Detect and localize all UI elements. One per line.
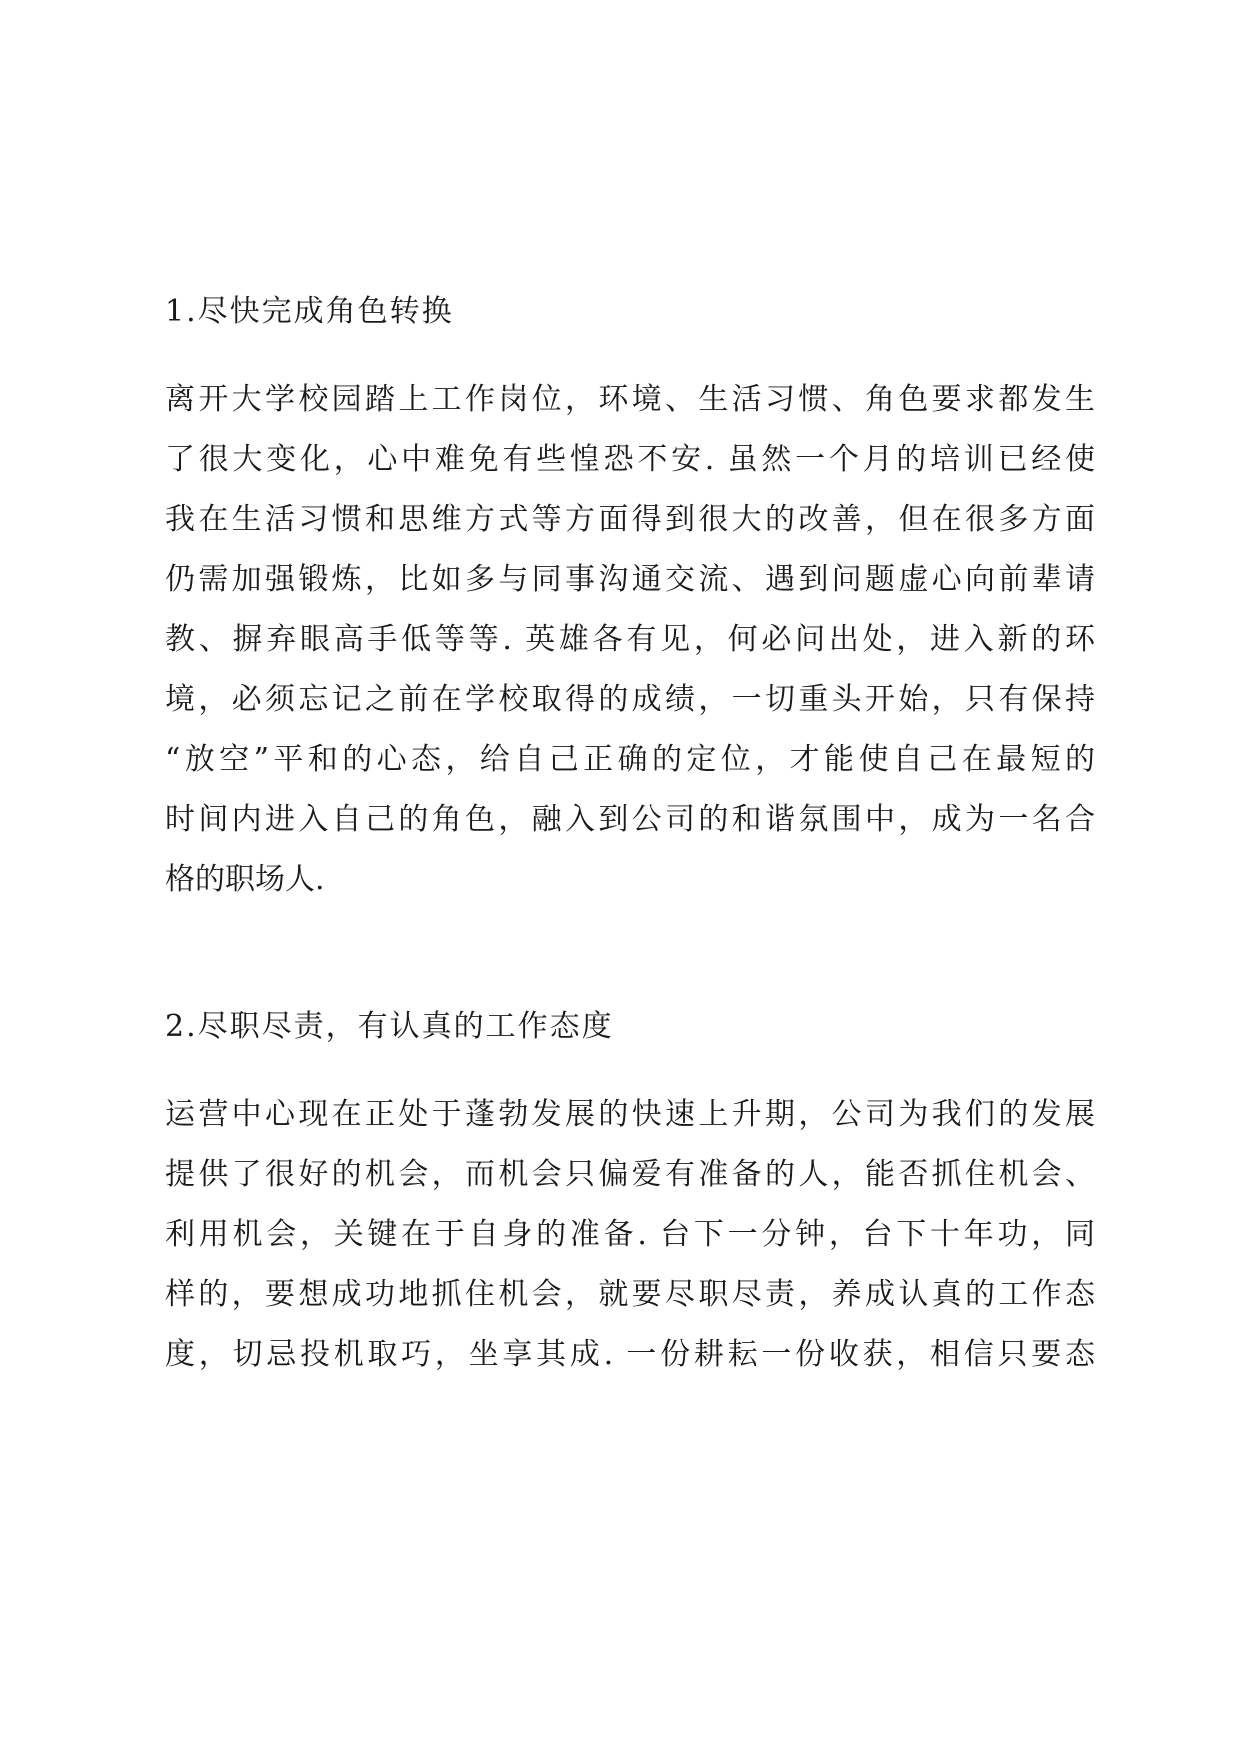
section-2-paragraph [165, 1085, 1095, 1385]
paragraph-line: 时间内进入自己的角色，融入到公司的和谐氛围中，成为一名合 [165, 802, 1095, 837]
paragraph-line: 仍需加强锻炼，比如多与同事沟通交流、遇到问题虚心向前辈请 [165, 562, 1095, 597]
section-1-heading: 1.尽快完成角色转换 [165, 294, 454, 329]
paragraph-line: 运营中心现在正处于蓬勃发展的快速上升期，公司为我们的发展 [165, 1097, 1095, 1132]
paragraph-line: 教、摒弃眼高手低等等. 英雄各有见，何必问出处，进入新的环 [165, 622, 1095, 657]
paragraph-line: 样的，要想成功地抓住机会，就要尽职尽责，养成认真的工作态 [165, 1277, 1095, 1312]
paragraph-line: 提供了很好的机会，而机会只偏爱有准备的人，能否抓住机会、 [165, 1157, 1095, 1192]
paragraph-line: “放空”平和的心态，给自己正确的定位，才能使自己在最短的 [165, 742, 1095, 777]
paragraph-line: 我在生活习惯和思维方式等方面得到很大的改善，但在很多方面 [165, 502, 1095, 537]
paragraph-line: 度，切忌投机取巧，坐享其成. 一份耕耘一份收获，相信只要态 [165, 1337, 1095, 1372]
section-2-heading: 2.尽职尽责，有认真的工作态度 [165, 1009, 614, 1044]
paragraph-line: 利用机会，关键在于自身的准备. 台下一分钟，台下十年功，同 [165, 1217, 1095, 1252]
paragraph-line: 离开大学校园踏上工作岗位，环境、生活习惯、角色要求都发生 [165, 382, 1095, 417]
paragraph-line: 了很大变化，心中难免有些惶恐不安. 虽然一个月的培训已经使 [165, 442, 1095, 477]
paragraph-line: 格的职场人. [165, 862, 325, 897]
section-1-paragraph [165, 370, 1095, 910]
paragraph-line: 境，必须忘记之前在学校取得的成绩，一切重头开始，只有保持 [165, 682, 1095, 717]
